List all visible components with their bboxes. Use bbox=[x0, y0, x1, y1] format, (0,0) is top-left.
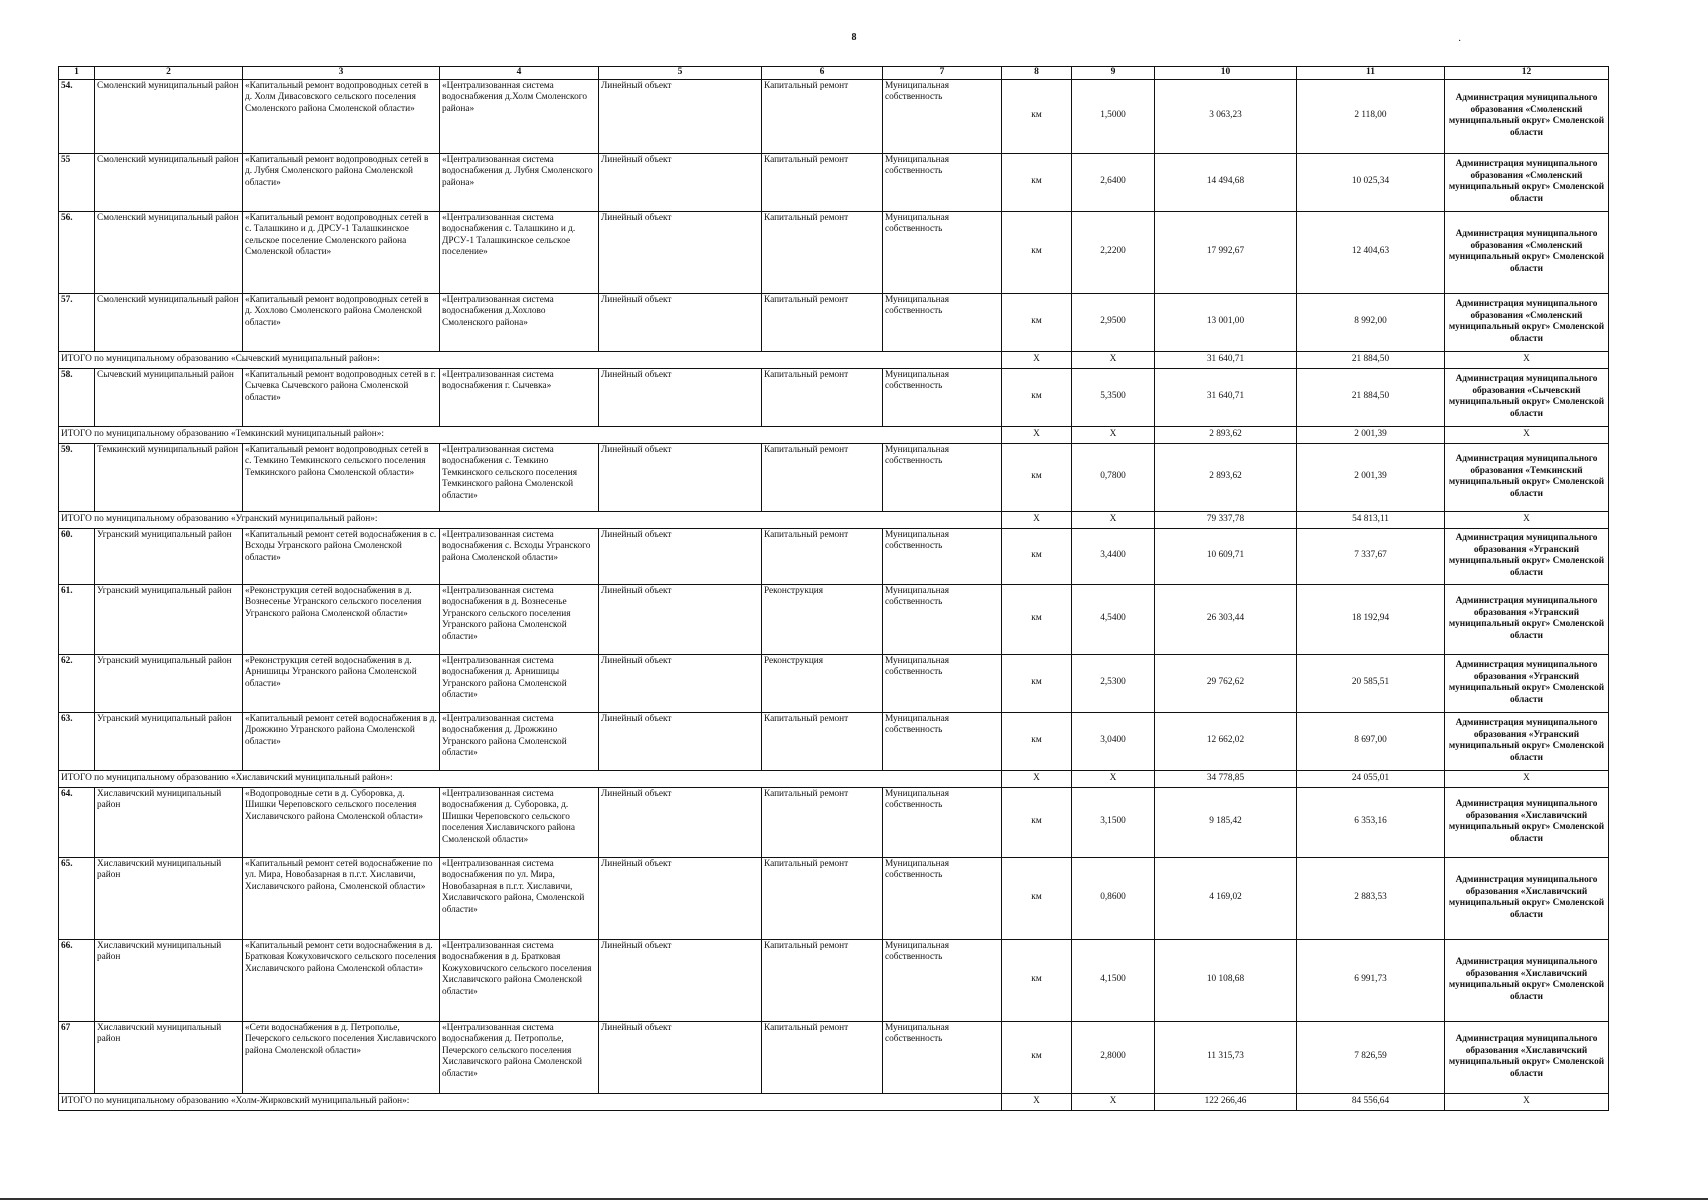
subtotal-label: ИТОГО по муниципальному образованию «Хиславичский муниципальный район»: bbox=[59, 770, 1002, 787]
subtotal-x-cell: Х bbox=[1002, 1093, 1072, 1110]
subtotal-row bbox=[59, 1093, 1609, 1110]
header-cell: 5 bbox=[599, 67, 762, 80]
work-name-cell: «Сети водоснабжения в д. Петрополье, Печерского сельского поселения Хиславичского района Смоленской области» bbox=[243, 1021, 440, 1093]
table-row bbox=[59, 153, 1609, 211]
length-cell: 2,9500 bbox=[1072, 293, 1155, 351]
subtotal-label: ИТОГО по муниципальному образованию «Сычевский муниципальный район»: bbox=[59, 351, 1002, 368]
unit-cell: км bbox=[1002, 654, 1072, 712]
district-cell: Хиславичский муниципальный район bbox=[95, 939, 243, 1021]
ownership-cell: Муниципальная собственность bbox=[883, 79, 1002, 153]
row-number: 60. bbox=[59, 528, 95, 584]
object-type-cell: Линейный объект bbox=[599, 211, 762, 293]
district-cell: Сычевский муниципальный район bbox=[95, 368, 243, 426]
subtotal-x-cell: Х bbox=[1072, 1093, 1155, 1110]
funds-cell: 21 884,50 bbox=[1297, 368, 1445, 426]
ownership-cell: Муниципальная собственность bbox=[883, 787, 1002, 857]
district-cell: Смоленский муниципальный район bbox=[95, 293, 243, 351]
row-number: 57. bbox=[59, 293, 95, 351]
water-system-cell: «Централизованная система водоснабжения д. Суборовка, д. Шишки Череповского сельского поселения Хиславичского района Смоленской области» bbox=[440, 787, 599, 857]
unit-cell: км bbox=[1002, 153, 1072, 211]
subtotal-label: ИТОГО по муниципальному образованию «Холм-Жирковский муниципальный район»: bbox=[59, 1093, 1002, 1110]
work-name-cell: «Капитальный ремонт водопроводных сетей в д. Хохлово Смоленского района Смоленской области» bbox=[243, 293, 440, 351]
subtotal-total-cell: 31 640,71 bbox=[1155, 351, 1297, 368]
water-system-cell: «Централизованная система водоснабжения в д. Братковая Кожуховичского сельского поселения Хиславичского района Смоленской области» bbox=[440, 939, 599, 1021]
ownership-cell: Муниципальная собственность bbox=[883, 1021, 1002, 1093]
funds-cell: 20 585,51 bbox=[1297, 654, 1445, 712]
funds-cell: 18 192,94 bbox=[1297, 584, 1445, 654]
length-cell: 2,8000 bbox=[1072, 1021, 1155, 1093]
ownership-cell: Муниципальная собственность bbox=[883, 857, 1002, 939]
header-cell: 2 bbox=[95, 67, 243, 80]
funds-cell: 6 991,73 bbox=[1297, 939, 1445, 1021]
district-cell: Хиславичский муниципальный район bbox=[95, 1021, 243, 1093]
subtotal-x-cell: Х bbox=[1002, 511, 1072, 528]
object-type-cell: Линейный объект bbox=[599, 443, 762, 511]
district-cell: Смоленский муниципальный район bbox=[95, 79, 243, 153]
funds-cell: 6 353,16 bbox=[1297, 787, 1445, 857]
administration-cell: Администрация муниципального образования «Смоленский муниципальный округ» Смоленской области bbox=[1445, 79, 1609, 153]
subtotal-funds-cell: 84 556,64 bbox=[1297, 1093, 1445, 1110]
object-type-cell: Линейный объект bbox=[599, 712, 762, 770]
subtotal-x-cell: Х bbox=[1445, 426, 1609, 443]
object-type-cell: Линейный объект bbox=[599, 293, 762, 351]
subtotal-label: ИТОГО по муниципальному образованию «Угранский муниципальный район»: bbox=[59, 511, 1002, 528]
work-name-cell: «Капитальный ремонт водопроводных сетей в с. Темкино Темкинского сельского поселения Темкинского района Смоленской области» bbox=[243, 443, 440, 511]
work-kind-cell: Реконструкция bbox=[762, 654, 883, 712]
ownership-cell: Муниципальная собственность bbox=[883, 368, 1002, 426]
subtotal-funds-cell: 2 001,39 bbox=[1297, 426, 1445, 443]
work-kind-cell: Капитальный ремонт bbox=[762, 368, 883, 426]
funds-cell: 10 025,34 bbox=[1297, 153, 1445, 211]
district-cell: Угранский муниципальный район bbox=[95, 712, 243, 770]
work-name-cell: «Реконструкция сетей водоснабжения в д. Арнишицы Угранского района Смоленской области» bbox=[243, 654, 440, 712]
row-number: 59. bbox=[59, 443, 95, 511]
length-cell: 0,7800 bbox=[1072, 443, 1155, 511]
length-cell: 3,0400 bbox=[1072, 712, 1155, 770]
subtotal-x-cell: Х bbox=[1002, 351, 1072, 368]
length-cell: 4,1500 bbox=[1072, 939, 1155, 1021]
row-number: 61. bbox=[59, 584, 95, 654]
district-cell: Хиславичский муниципальный район bbox=[95, 787, 243, 857]
table-row bbox=[59, 368, 1609, 426]
ownership-cell: Муниципальная собственность bbox=[883, 443, 1002, 511]
row-number: 56. bbox=[59, 211, 95, 293]
administration-cell: Администрация муниципального образования «Смоленский муниципальный округ» Смоленской области bbox=[1445, 153, 1609, 211]
work-kind-cell: Капитальный ремонт bbox=[762, 857, 883, 939]
total-cost-cell: 26 303,44 bbox=[1155, 584, 1297, 654]
total-cost-cell: 4 169,02 bbox=[1155, 857, 1297, 939]
district-cell: Угранский муниципальный район bbox=[95, 528, 243, 584]
subtotal-x-cell: Х bbox=[1072, 770, 1155, 787]
ownership-cell: Муниципальная собственность bbox=[883, 712, 1002, 770]
administration-cell: Администрация муниципального образования «Темкинский муниципальный округ» Смоленской области bbox=[1445, 443, 1609, 511]
water-system-cell: «Централизованная система водоснабжения д. Арнишицы Угранского района Смоленской области» bbox=[440, 654, 599, 712]
work-name-cell: «Реконструкция сетей водоснабжения в д. Вознесенье Угранского сельского поселения Угранского района Смоленской области» bbox=[243, 584, 440, 654]
administration-cell: Администрация муниципального образования «Угранский муниципальный округ» Смоленской области bbox=[1445, 584, 1609, 654]
subtotal-x-cell: Х bbox=[1002, 426, 1072, 443]
table-row bbox=[59, 443, 1609, 511]
unit-cell: км bbox=[1002, 528, 1072, 584]
object-type-cell: Линейный объект bbox=[599, 787, 762, 857]
water-system-cell: «Централизованная система водоснабжения д.Холм Смоленского района» bbox=[440, 79, 599, 153]
header-cell: 9 bbox=[1072, 67, 1155, 80]
subtotal-x-cell: Х bbox=[1445, 351, 1609, 368]
object-type-cell: Линейный объект bbox=[599, 153, 762, 211]
work-name-cell: «Капитальный ремонт водопроводных сетей в г. Сычевка Сычевского района Смоленской области» bbox=[243, 368, 440, 426]
funds-cell: 2 118,00 bbox=[1297, 79, 1445, 153]
header-cell: 10 bbox=[1155, 67, 1297, 80]
water-system-cell: «Централизованная система водоснабжения д. Дрожжино Угранского района Смоленской области» bbox=[440, 712, 599, 770]
header-cell: 6 bbox=[762, 67, 883, 80]
district-cell: Угранский муниципальный район bbox=[95, 654, 243, 712]
total-cost-cell: 17 992,67 bbox=[1155, 211, 1297, 293]
subtotal-funds-cell: 54 813,11 bbox=[1297, 511, 1445, 528]
object-type-cell: Линейный объект bbox=[599, 528, 762, 584]
row-number: 64. bbox=[59, 787, 95, 857]
funds-cell: 12 404,63 bbox=[1297, 211, 1445, 293]
subtotal-total-cell: 122 266,46 bbox=[1155, 1093, 1297, 1110]
work-kind-cell: Капитальный ремонт bbox=[762, 79, 883, 153]
subtotal-row bbox=[59, 511, 1609, 528]
work-name-cell: «Капитальный ремонт сети водоснабжения в д. Братковая Кожуховичского сельского поселения Хиславичского района Смоленской области» bbox=[243, 939, 440, 1021]
total-cost-cell: 10 108,68 bbox=[1155, 939, 1297, 1021]
work-kind-cell: Капитальный ремонт bbox=[762, 787, 883, 857]
administration-cell: Администрация муниципального образования «Сычевский муниципальный округ» Смоленской области bbox=[1445, 368, 1609, 426]
total-cost-cell: 3 063,23 bbox=[1155, 79, 1297, 153]
work-kind-cell: Капитальный ремонт bbox=[762, 443, 883, 511]
object-type-cell: Линейный объект bbox=[599, 857, 762, 939]
unit-cell: км bbox=[1002, 939, 1072, 1021]
header-cell: 8 bbox=[1002, 67, 1072, 80]
object-type-cell: Линейный объект bbox=[599, 368, 762, 426]
subtotal-total-cell: 34 778,85 bbox=[1155, 770, 1297, 787]
ownership-cell: Муниципальная собственность bbox=[883, 211, 1002, 293]
length-cell: 2,2200 bbox=[1072, 211, 1155, 293]
subtotal-x-cell: Х bbox=[1072, 351, 1155, 368]
work-name-cell: «Капитальный ремонт сетей водоснабжения в с. Всходы Угранского района Смоленской области» bbox=[243, 528, 440, 584]
unit-cell: км bbox=[1002, 443, 1072, 511]
table-row bbox=[59, 712, 1609, 770]
total-cost-cell: 2 893,62 bbox=[1155, 443, 1297, 511]
work-kind-cell: Реконструкция bbox=[762, 584, 883, 654]
ownership-cell: Муниципальная собственность bbox=[883, 528, 1002, 584]
administration-cell: Администрация муниципального образования «Хиславичский муниципальный округ» Смоленской области bbox=[1445, 939, 1609, 1021]
header-cell: 1 bbox=[59, 67, 95, 80]
water-system-cell: «Централизованная система водоснабжения д.Хохлово Смоленского района» bbox=[440, 293, 599, 351]
row-number: 58. bbox=[59, 368, 95, 426]
row-number: 67 bbox=[59, 1021, 95, 1093]
district-cell: Смоленский муниципальный район bbox=[95, 211, 243, 293]
water-system-cell: «Централизованная система водоснабжения д. Петрополье, Печерского сельского поселения Хиславичского района Смоленской области» bbox=[440, 1021, 599, 1093]
water-system-cell: «Централизованная система водоснабжения г. Сычевка» bbox=[440, 368, 599, 426]
table-row bbox=[59, 79, 1609, 153]
total-cost-cell: 9 185,42 bbox=[1155, 787, 1297, 857]
subtotal-funds-cell: 21 884,50 bbox=[1297, 351, 1445, 368]
unit-cell: км bbox=[1002, 368, 1072, 426]
total-cost-cell: 14 494,68 bbox=[1155, 153, 1297, 211]
length-cell: 1,5000 bbox=[1072, 79, 1155, 153]
subtotal-x-cell: Х bbox=[1002, 770, 1072, 787]
water-system-cell: «Централизованная система водоснабжения с. Темкино Темкинского сельского поселения Темкинского района Смоленской области» bbox=[440, 443, 599, 511]
unit-cell: км bbox=[1002, 857, 1072, 939]
object-type-cell: Линейный объект bbox=[599, 79, 762, 153]
subtotal-total-cell: 2 893,62 bbox=[1155, 426, 1297, 443]
work-kind-cell: Капитальный ремонт bbox=[762, 293, 883, 351]
length-cell: 5,3500 bbox=[1072, 368, 1155, 426]
total-cost-cell: 13 001,00 bbox=[1155, 293, 1297, 351]
ownership-cell: Муниципальная собственность bbox=[883, 153, 1002, 211]
object-type-cell: Линейный объект bbox=[599, 1021, 762, 1093]
water-system-cell: «Централизованная система водоснабжения в д. Вознесенье Угранского сельского поселения Угранского района Смоленской области» bbox=[440, 584, 599, 654]
funds-cell: 2 001,39 bbox=[1297, 443, 1445, 511]
funds-cell: 2 883,53 bbox=[1297, 857, 1445, 939]
total-cost-cell: 29 762,62 bbox=[1155, 654, 1297, 712]
table-row bbox=[59, 528, 1609, 584]
funds-cell: 8 992,00 bbox=[1297, 293, 1445, 351]
water-system-cell: «Централизованная система водоснабжения д. Лубня Смоленского района» bbox=[440, 153, 599, 211]
page-number: 8 bbox=[851, 32, 857, 43]
work-kind-cell: Капитальный ремонт bbox=[762, 1021, 883, 1093]
ownership-cell: Муниципальная собственность bbox=[883, 584, 1002, 654]
subtotal-row bbox=[59, 770, 1609, 787]
administration-cell: Администрация муниципального образования «Угранский муниципальный округ» Смоленской области bbox=[1445, 712, 1609, 770]
length-cell: 4,5400 bbox=[1072, 584, 1155, 654]
table-row bbox=[59, 584, 1609, 654]
ownership-cell: Муниципальная собственность bbox=[883, 293, 1002, 351]
table-row bbox=[59, 654, 1609, 712]
row-number: 62. bbox=[59, 654, 95, 712]
row-number: 65. bbox=[59, 857, 95, 939]
header-cell: 4 bbox=[440, 67, 599, 80]
funds-cell: 7 337,67 bbox=[1297, 528, 1445, 584]
subtotal-x-cell: Х bbox=[1072, 426, 1155, 443]
district-cell: Смоленский муниципальный район bbox=[95, 153, 243, 211]
header-cell: 3 bbox=[243, 67, 440, 80]
administration-cell: Администрация муниципального образования «Угранский муниципальный округ» Смоленской области bbox=[1445, 528, 1609, 584]
work-kind-cell: Капитальный ремонт bbox=[762, 712, 883, 770]
length-cell: 2,6400 bbox=[1072, 153, 1155, 211]
subtotal-x-cell: Х bbox=[1072, 511, 1155, 528]
work-kind-cell: Капитальный ремонт bbox=[762, 939, 883, 1021]
table-row bbox=[59, 1021, 1609, 1093]
length-cell: 0,8600 bbox=[1072, 857, 1155, 939]
subtotal-x-cell: Х bbox=[1445, 770, 1609, 787]
header-cell: 11 bbox=[1297, 67, 1445, 80]
length-cell: 3,1500 bbox=[1072, 787, 1155, 857]
work-name-cell: «Капитальный ремонт водопроводных сетей в д. Холм Дивасовского сельского поселения Смоленского района Смоленской области» bbox=[243, 79, 440, 153]
object-type-cell: Линейный объект bbox=[599, 654, 762, 712]
district-cell: Хиславичский муниципальный район bbox=[95, 857, 243, 939]
subtotal-label: ИТОГО по муниципальному образованию «Темкинский муниципальный район»: bbox=[59, 426, 1002, 443]
funds-cell: 7 826,59 bbox=[1297, 1021, 1445, 1093]
header-cell: 12 bbox=[1445, 67, 1609, 80]
administration-cell: Администрация муниципального образования «Угранский муниципальный округ» Смоленской области bbox=[1445, 654, 1609, 712]
ownership-cell: Муниципальная собственность bbox=[883, 939, 1002, 1021]
object-type-cell: Линейный объект bbox=[599, 584, 762, 654]
ownership-cell: Муниципальная собственность bbox=[883, 654, 1002, 712]
unit-cell: км bbox=[1002, 79, 1072, 153]
scan-speck: · bbox=[1458, 36, 1462, 47]
work-name-cell: «Водопроводные сети в д. Суборовка, д. Шишки Череповского сельского поселения Хиславичского района Смоленской области» bbox=[243, 787, 440, 857]
row-number: 66. bbox=[59, 939, 95, 1021]
table-row bbox=[59, 787, 1609, 857]
total-cost-cell: 31 640,71 bbox=[1155, 368, 1297, 426]
table-row bbox=[59, 857, 1609, 939]
unit-cell: км bbox=[1002, 293, 1072, 351]
table-row bbox=[59, 293, 1609, 351]
row-number: 55 bbox=[59, 153, 95, 211]
work-kind-cell: Капитальный ремонт bbox=[762, 211, 883, 293]
subtotal-x-cell: Х bbox=[1445, 511, 1609, 528]
investment-program-table bbox=[58, 66, 1609, 1111]
unit-cell: км bbox=[1002, 712, 1072, 770]
row-number: 54. bbox=[59, 79, 95, 153]
subtotal-funds-cell: 24 055,01 bbox=[1297, 770, 1445, 787]
unit-cell: км bbox=[1002, 584, 1072, 654]
administration-cell: Администрация муниципального образования «Хиславичский муниципальный округ» Смоленской области bbox=[1445, 1021, 1609, 1093]
water-system-cell: «Централизованная система водоснабжения по ул. Мира, Новобазарная в п.г.т. Хиславичи, Хиславичского района, Смоленской области» bbox=[440, 857, 599, 939]
subtotal-total-cell: 79 337,78 bbox=[1155, 511, 1297, 528]
water-system-cell: «Централизованная система водоснабжения с. Всходы Угранского района Смоленской области» bbox=[440, 528, 599, 584]
row-number: 63. bbox=[59, 712, 95, 770]
object-type-cell: Линейный объект bbox=[599, 939, 762, 1021]
work-name-cell: «Капитальный ремонт сетей водоснабжения в д. Дрожжино Угранского района Смоленской области» bbox=[243, 712, 440, 770]
work-kind-cell: Капитальный ремонт bbox=[762, 528, 883, 584]
table-row bbox=[59, 211, 1609, 293]
subtotal-row bbox=[59, 426, 1609, 443]
water-system-cell: «Централизованная система водоснабжения с. Талашкино и д. ДРСУ-1 Талашкинское сельское поселение» bbox=[440, 211, 599, 293]
total-cost-cell: 10 609,71 bbox=[1155, 528, 1297, 584]
subtotal-x-cell: Х bbox=[1445, 1093, 1609, 1110]
header-cell: 7 bbox=[883, 67, 1002, 80]
administration-cell: Администрация муниципального образования «Хиславичский муниципальный округ» Смоленской области bbox=[1445, 787, 1609, 857]
district-cell: Темкинский муниципальный район bbox=[95, 443, 243, 511]
administration-cell: Администрация муниципального образования «Смоленский муниципальный округ» Смоленской области bbox=[1445, 293, 1609, 351]
district-cell: Угранский муниципальный район bbox=[95, 584, 243, 654]
work-name-cell: «Капитальный ремонт водопроводных сетей в с. Талашкино и д. ДРСУ-1 Талашкинское сельское поселение Смоленского района Смоленской области» bbox=[243, 211, 440, 293]
funds-cell: 8 697,00 bbox=[1297, 712, 1445, 770]
work-name-cell: «Капитальный ремонт водопроводных сетей в д. Лубня Смоленского района Смоленской области» bbox=[243, 153, 440, 211]
column-number-header bbox=[59, 67, 1609, 80]
unit-cell: км bbox=[1002, 787, 1072, 857]
length-cell: 2,5300 bbox=[1072, 654, 1155, 712]
work-kind-cell: Капитальный ремонт bbox=[762, 153, 883, 211]
total-cost-cell: 11 315,73 bbox=[1155, 1021, 1297, 1093]
administration-cell: Администрация муниципального образования «Смоленский муниципальный округ» Смоленской области bbox=[1445, 211, 1609, 293]
administration-cell: Администрация муниципального образования «Хиславичский муниципальный округ» Смоленской области bbox=[1445, 857, 1609, 939]
total-cost-cell: 12 662,02 bbox=[1155, 712, 1297, 770]
unit-cell: км bbox=[1002, 211, 1072, 293]
subtotal-row bbox=[59, 351, 1609, 368]
unit-cell: км bbox=[1002, 1021, 1072, 1093]
work-name-cell: «Капитальный ремонт сетей водоснабжение по ул. Мира, Новобазарная в п.г.т. Хиславичи, Хиславичского района, Смоленской области» bbox=[243, 857, 440, 939]
table-row bbox=[59, 939, 1609, 1021]
length-cell: 3,4400 bbox=[1072, 528, 1155, 584]
